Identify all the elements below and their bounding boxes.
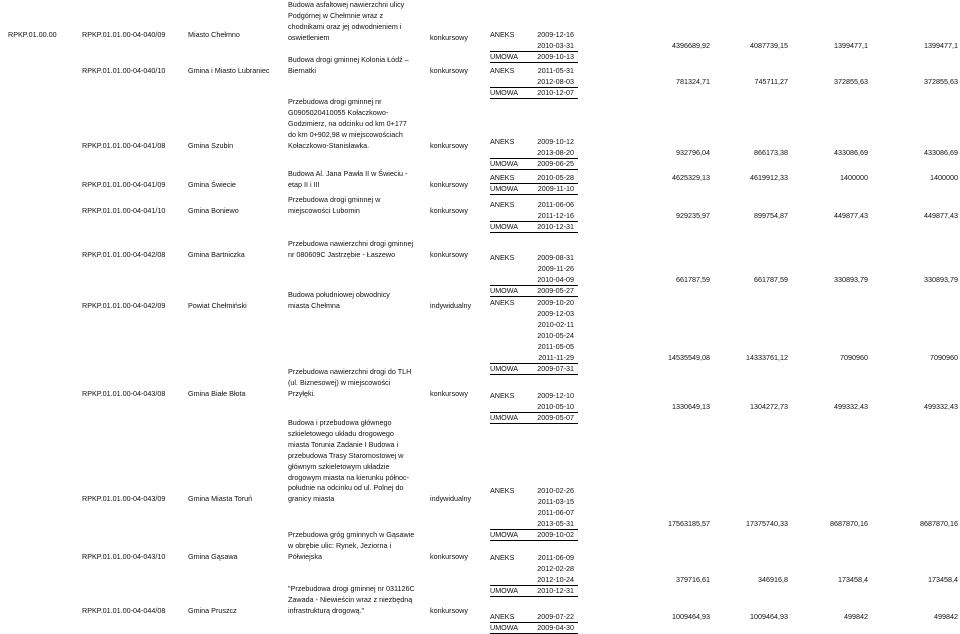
amount-cell: 17375740,33 xyxy=(746,518,788,528)
contract-type: ANEKS xyxy=(490,486,515,495)
contract-date: 2009-06-25 xyxy=(537,158,574,168)
program-code: RPKP.01.00.00 xyxy=(8,30,57,39)
project-code: RPKP.01.01.00-04-043/08 xyxy=(82,389,166,398)
competition-mode: konkursowy xyxy=(430,552,468,561)
amount-cell: 745711,27 xyxy=(754,76,788,86)
contract-date: 2010-02-11 xyxy=(537,319,574,329)
project-description: "Przebudowa drogi gminnej nr 031126C Zawada - Niewieścin wraz z niezbędną infrastrukturą drogową." xyxy=(288,584,415,615)
contract-type: ANEKS xyxy=(490,298,515,307)
amount-cell: 173458,4 xyxy=(928,574,958,584)
row-divider xyxy=(490,423,578,424)
amount-cell: 14535549,08 xyxy=(668,352,710,362)
beneficiary: Gmina Bartniczka xyxy=(188,250,245,259)
amount-cell: 330893,79 xyxy=(834,274,868,284)
contract-type: UMOWA xyxy=(490,221,519,231)
project-description: Przebudowa gróg gminnych w Gąsawie w obrębie ulic: Rynek, Jeziorna i Półwiejska xyxy=(288,530,415,561)
row-divider xyxy=(490,585,578,586)
row-divider xyxy=(490,169,578,170)
contract-date: 2010-12-31 xyxy=(537,221,574,231)
amount-cell: 330893,79 xyxy=(924,274,958,284)
competition-mode: konkursowy xyxy=(430,206,468,215)
competition-mode: konkursowy xyxy=(430,66,468,75)
row-divider xyxy=(490,62,578,63)
contract-type: ANEKS xyxy=(490,253,515,262)
contract-type: ANEKS xyxy=(490,391,515,400)
contract-date: 2011-03-15 xyxy=(537,496,574,506)
contract-date: 2010-04-09 xyxy=(537,274,574,284)
contract-date: 2013-08-20 xyxy=(537,147,574,157)
beneficiary: Gmina Szubin xyxy=(188,141,234,150)
competition-mode: konkursowy xyxy=(430,606,468,615)
contract-date: 2009-12-03 xyxy=(537,308,574,318)
amount-cell: 449877,43 xyxy=(924,210,958,220)
amount-cell: 14333761,12 xyxy=(746,352,788,362)
contract-type: UMOWA xyxy=(490,51,519,61)
contract-type: ANEKS xyxy=(490,200,515,209)
row-divider xyxy=(490,158,578,159)
project-description: Przebudowa nawierzchni drogi gminnej nr 080609C Jastrzębie - Łaszewo xyxy=(288,239,414,259)
amount-cell: 449877,43 xyxy=(834,210,868,220)
amount-cell: 661787,59 xyxy=(754,274,788,284)
beneficiary: Gmina Boniewo xyxy=(188,206,239,215)
beneficiary: Gmina Świecie xyxy=(188,180,236,189)
amount-cell: 1399477,1 xyxy=(834,40,868,50)
competition-mode: konkursowy xyxy=(430,250,468,259)
contract-date: 2010-02-26 xyxy=(537,486,574,495)
contract-type: ANEKS xyxy=(490,30,515,39)
contract-date: 2009-08-31 xyxy=(537,253,574,262)
amount-cell: 499332,43 xyxy=(924,401,958,411)
contract-date: 2009-10-20 xyxy=(537,298,574,307)
amount-cell: 8687870,16 xyxy=(920,518,958,528)
beneficiary: Powiat Chełmiński xyxy=(188,301,247,310)
project-code-first: RPKP.01.01.00-04-040/09 xyxy=(82,30,166,39)
project-code: RPKP.01.01.00-04-043/10 xyxy=(82,552,166,561)
project-description: Przebudowa drogi gminnej w miejscowości Lubomin xyxy=(288,195,381,215)
competition-mode: indywidualny xyxy=(430,301,472,310)
amount-cell: 7090960 xyxy=(930,352,958,362)
amount-cell: 661787,59 xyxy=(676,274,710,284)
contract-type: UMOWA xyxy=(490,622,519,632)
project-code: RPKP.01.01.00-04-043/09 xyxy=(82,494,166,503)
amount-cell: 7090960 xyxy=(840,352,868,362)
amount-cell: 173458,4 xyxy=(838,574,868,584)
row-divider xyxy=(490,374,578,375)
contract-date: 2010-12-07 xyxy=(537,87,574,97)
row-divider xyxy=(490,412,578,413)
amount-cell: 8687870,16 xyxy=(830,518,868,528)
contract-date: 2012-02-28 xyxy=(537,563,574,573)
amount-cell: 433086,69 xyxy=(924,147,958,157)
row-divider xyxy=(490,363,578,364)
contract-type: UMOWA xyxy=(490,585,519,595)
amount-cell: 372855,63 xyxy=(834,76,868,86)
project-code: RPKP.01.01.00-04-042/09 xyxy=(82,301,166,310)
row-divider xyxy=(490,285,578,286)
row-divider xyxy=(490,221,578,222)
row-divider xyxy=(490,232,578,233)
contract-date: 2009-05-27 xyxy=(537,285,574,295)
amount-cell: 4619912,33 xyxy=(750,173,788,182)
contract-date: 2011-11-29 xyxy=(538,352,574,362)
amount-cell: 929235,97 xyxy=(676,210,710,220)
contract-date: 2010-03-31 xyxy=(537,40,574,50)
amount-cell: 899754,87 xyxy=(754,210,788,220)
contract-date: 2009-10-13 xyxy=(537,51,574,61)
row-divider xyxy=(490,194,578,195)
row-divider xyxy=(490,529,578,530)
amount-cell: 1400000 xyxy=(840,173,868,182)
amount-cell: 499332,43 xyxy=(834,401,868,411)
amount-cell: 17563185,57 xyxy=(668,518,710,528)
contract-date: 2009-07-31 xyxy=(537,363,574,373)
project-code: RPKP.01.01.00-04-041/10 xyxy=(82,206,166,215)
contract-date: 2011-05-31 xyxy=(537,66,574,75)
competition-mode: konkursowy xyxy=(430,33,468,42)
amount-cell: 1009464,93 xyxy=(750,612,788,621)
contract-date: 2011-12-16 xyxy=(537,210,574,220)
project-description: Przebudowa drogi gminnej nr G0905020410055 Kołaczkowo- Godzimierz, na odcinku od km 0+177 do km 0+902,98 w miejscowościach Kołaczkowo-Stanisławka. xyxy=(288,97,407,150)
project-description: Przebudowa nawierzchni drogi do TLH (ul. Biznesowej) w miejscowości Przyłęki. xyxy=(288,367,412,398)
competition-mode: indywidualny xyxy=(430,494,472,503)
contract-type: ANEKS xyxy=(490,137,515,146)
project-description: Budowa południowej obwodnicy miasta Chełmna xyxy=(288,290,390,310)
amount-cell: 1399477,1 xyxy=(924,40,958,50)
contract-date: 2009-04-30 xyxy=(537,622,574,632)
amount-cell: 4396689,92 xyxy=(672,40,710,50)
row-divider xyxy=(490,98,578,99)
project-code: RPKP.01.01.00-04-044/08 xyxy=(82,606,166,615)
contract-date: 2012-10-24 xyxy=(537,574,574,584)
competition-mode: konkursowy xyxy=(430,180,468,189)
contract-date: 2009-10-02 xyxy=(537,529,574,539)
contract-date: 2009-11-26 xyxy=(537,263,574,273)
contract-date: 2009-10-12 xyxy=(537,137,574,146)
amount-cell: 4625329,13 xyxy=(672,173,710,182)
beneficiary: Gmina Gąsawa xyxy=(188,552,238,561)
contract-date: 2010-05-24 xyxy=(537,330,574,340)
contract-type: UMOWA xyxy=(490,87,519,97)
project-description: Budowa i przebudowa głównego szkieletowego układu drogowego miasta Torunia Zadanie I Budowa i przebudowa Trasy Staromostowej w głównym szkieletowym układzie drogowym miasta na kierunku północ- południe na odcinku od ul. Polnej do granicy miasta xyxy=(288,418,410,504)
contract-date: 2010-12-31 xyxy=(537,585,574,595)
contract-date: 2009-12-10 xyxy=(537,391,574,400)
amount-cell: 1009464,93 xyxy=(672,612,710,621)
contract-date: 2010-05-28 xyxy=(537,173,574,182)
contract-type: UMOWA xyxy=(490,363,519,373)
contract-date: 2011-06-07 xyxy=(537,507,574,517)
row-divider xyxy=(490,596,578,597)
row-divider xyxy=(490,540,578,541)
row-divider xyxy=(490,87,578,88)
row-divider xyxy=(490,296,578,297)
beneficiary-first: Miasto Chełmno xyxy=(188,30,240,39)
contract-type: UMOWA xyxy=(490,285,519,295)
contract-type: ANEKS xyxy=(490,66,515,75)
competition-mode: konkursowy xyxy=(430,141,468,150)
project-code: RPKP.01.01.00-04-041/09 xyxy=(82,180,166,189)
beneficiary: Gmina Białe Błota xyxy=(188,389,246,398)
contract-date: 2011-05-05 xyxy=(537,341,574,351)
contract-date: 2009-11-10 xyxy=(537,183,574,193)
contract-date: 2009-07-22 xyxy=(537,612,574,621)
project-description: Budowa Al. Jana Pawła II w Świeciu - etap II i III xyxy=(288,169,408,189)
project-description: Budowa drogi gminnej Kolonia Łódź – Biernatki xyxy=(288,55,409,75)
contract-date: 2012-08-03 xyxy=(537,76,574,86)
contract-type: ANEKS xyxy=(490,612,515,621)
amount-cell: 346916,8 xyxy=(758,574,788,584)
project-code: RPKP.01.01.00-04-041/08 xyxy=(82,141,166,150)
amount-cell: 932796,04 xyxy=(676,147,710,157)
contract-type: ANEKS xyxy=(490,553,515,562)
amount-cell: 866173,38 xyxy=(754,147,788,157)
beneficiary: Gmina i Miasto Lubraniec xyxy=(188,66,270,75)
contract-type: UMOWA xyxy=(490,529,519,539)
contract-date: 2010-05-10 xyxy=(537,401,574,411)
project-description: Budowa asfaltowej nawierzchni ulicy Podgórnej w Chełmnie wraz z chodnikami oraz jej odwodnieniem i oswietleniem xyxy=(288,0,405,42)
row-divider xyxy=(490,622,578,623)
contract-date: 2009-05-07 xyxy=(537,412,574,422)
row-divider xyxy=(490,183,578,184)
contract-type: UMOWA xyxy=(490,412,519,422)
amount-cell: 499842 xyxy=(844,612,868,621)
amount-cell: 372855,63 xyxy=(924,76,958,86)
row-divider xyxy=(490,51,578,52)
amount-cell: 1330649,13 xyxy=(672,401,710,411)
amount-cell: 379716,61 xyxy=(676,574,710,584)
contract-date: 2011-06-09 xyxy=(537,553,574,562)
project-code: RPKP.01.01.00-04-042/08 xyxy=(82,250,166,259)
contract-type: UMOWA xyxy=(490,158,519,168)
amount-cell: 1304272,73 xyxy=(750,401,788,411)
amount-cell: 4087739,15 xyxy=(750,40,788,50)
competition-mode: konkursowy xyxy=(430,389,468,398)
contract-date: 2013-05-31 xyxy=(537,518,574,528)
beneficiary: Gmina Pruszcz xyxy=(188,606,237,615)
contract-type: UMOWA xyxy=(490,183,519,193)
amount-cell: 433086,69 xyxy=(834,147,868,157)
contract-date: 2009-12-16 xyxy=(537,30,574,39)
project-code: RPKP.01.01.00-04-040/10 xyxy=(82,66,166,75)
amount-cell: 499842 xyxy=(934,612,958,621)
amount-cell: 781324,71 xyxy=(676,76,710,86)
amount-cell: 1400000 xyxy=(930,173,958,182)
contract-type: ANEKS xyxy=(490,173,515,182)
contract-date: 2011-06-06 xyxy=(537,200,574,209)
beneficiary: Gmina Miasta Toruń xyxy=(188,494,253,503)
